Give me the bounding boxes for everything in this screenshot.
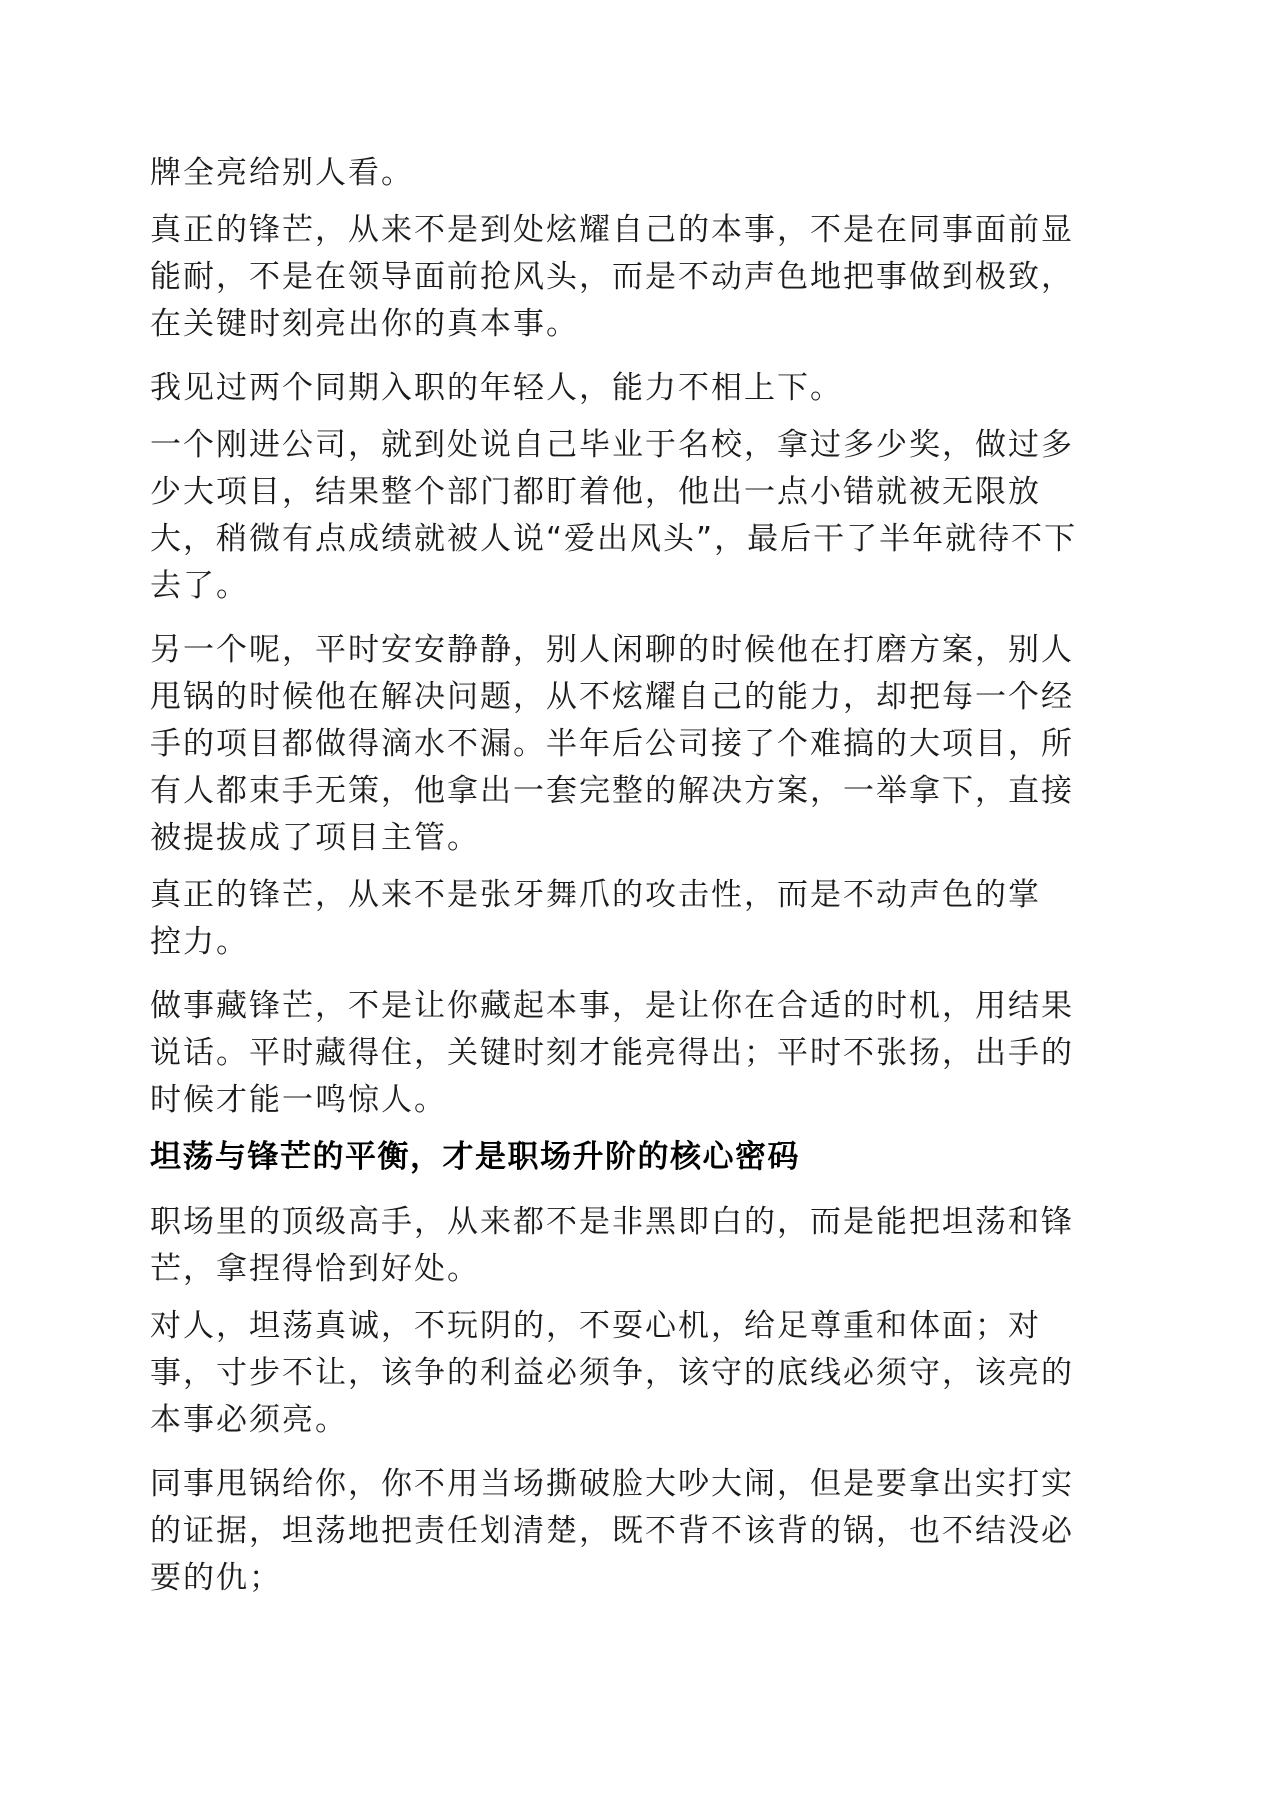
paragraph-4: 一个刚进公司，就到处说自己毕业于名校，拿过多少奖，做过多 少大项目，结果整个部门都盯着他，他出一点小错就被无限放 大，稍微有点成绩就被人说“爱出风头”，最后干了半年就待不下 去了。 — [150, 427, 1078, 604]
paragraph-2: 真正的锋芒，从来不是到处炫耀自己的本事，不是在同事面前显 能耐，不是在领导面前抢风头，而是不动声色地把事做到极致， 在关键时刻亮出你的真本事。 — [150, 212, 1074, 342]
section-paragraph-1: 职场里的顶级高手，从来都不是非黑即白的，而是能把坦荡和锋 芒，拿捏得恰到好处。 — [150, 1204, 1074, 1287]
section-paragraph-3: 同事甩锅给你，你不用当场撕破脸大吵大闹，但是要拿出实打实 的证据，坦荡地把责任划清楚，既不背不该背的锅，也不结没必 要的仇； — [150, 1466, 1074, 1596]
paragraph-1: 牌全亮给别人看。 — [150, 155, 414, 191]
paragraph-3: 我见过两个同期入职的年轻人，能力不相上下。 — [150, 370, 843, 406]
section-paragraph-2: 对人，坦荡真诚，不玩阴的，不耍心机，给足尊重和体面；对 事，寸步不让，该争的利益必须争，该守的底线必须守，该亮的 本事必须亮。 — [150, 1308, 1074, 1438]
paragraph-7: 做事藏锋芒，不是让你藏起本事，是让你在合适的时机，用结果 说话。平时藏得住，关键时刻才能亮得出；平时不张扬，出手的 时候才能一鸣惊人。 — [150, 988, 1074, 1118]
paragraph-5: 另一个呢，平时安安静静，别人闲聊的时候他在打磨方案，别人 甩锅的时候他在解决问题，从不炫耀自己的能力，却把每一个经 手的项目都做得滴水不漏。半年后公司接了个难搞的大项目，所 有人都束手无策，他拿出一套完整的解决方案，一举拿下，直接 被提拔成了项目主管。 — [150, 632, 1074, 856]
document-page — [150, 150, 1130, 1619]
section-heading: 坦荡与锋芒的平衡，才是职场升阶的核心密码 — [150, 1139, 800, 1175]
paragraph-6: 真正的锋芒，从来不是张牙舞爪的攻击性，而是不动声色的掌 控力。 — [150, 877, 1041, 960]
